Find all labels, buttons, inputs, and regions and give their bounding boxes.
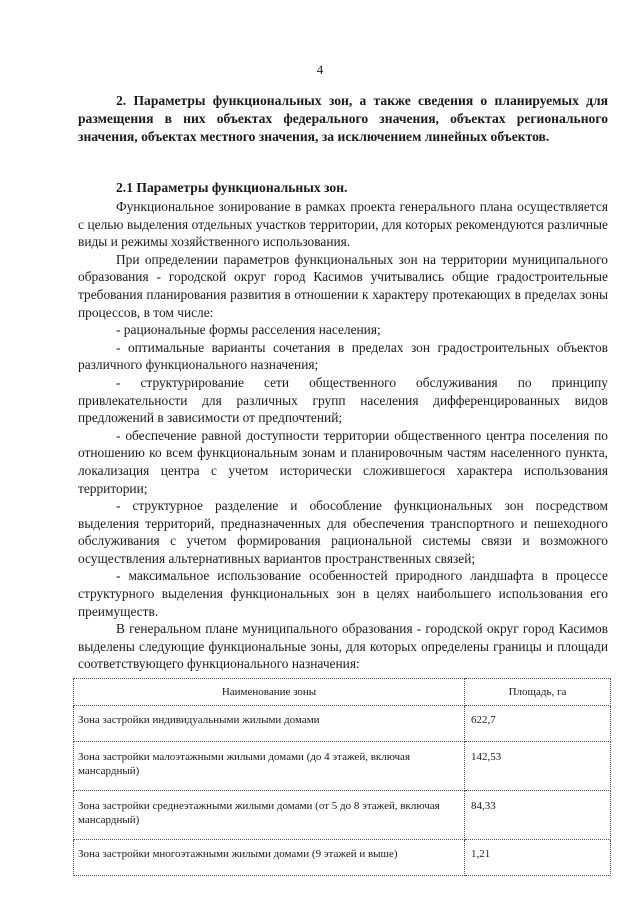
table-header-row xyxy=(74,679,611,706)
list-item-combination: - оптимальные варианты сочетания в пределах зон градостроительных объектов различного функционального назначения; xyxy=(78,339,608,373)
zone-name-cell: Зона застройки малоэтажными жилыми домами (до 4 этажей, включая мансардный) xyxy=(74,742,465,791)
subsection-title: 2.1 Параметры функциональных зон. xyxy=(116,180,348,195)
zone-name-cell: Зона застройки многоэтажными жилыми домами (9 этажей и выше) xyxy=(74,840,465,876)
list-item-landscape: - максимальное использование особенностей природного ландшафта в процессе структурного выделения функциональных зон в целях наибольшего использования его преимуществ. xyxy=(78,568,608,619)
body-text xyxy=(78,198,608,673)
paragraph-zones-intro: В генеральном плане муниципального образования - городской округ город Касимов выделены следующие функциональные зоны, для которых определены границы и площади соответствующего функционального назначения: xyxy=(78,621,608,672)
zone-area-cell: 142,53 xyxy=(465,742,611,791)
table-row xyxy=(74,742,611,791)
list-item-settlement: - рациональные формы расселения населения; xyxy=(116,322,381,338)
list-item-accessibility: - обеспечение равной доступности территории общественного центра поселения по отношению ко всем функциональным зонам и планировочным частям населенного пункта, локализация центра с учетом исторически сложившегося характера использования территории; xyxy=(78,427,608,496)
zone-name-cell: Зона застройки среднеэтажными жилыми домами (от 5 до 8 этажей, включая мансардный) xyxy=(74,791,465,840)
zone-area-cell: 84,33 xyxy=(465,791,611,840)
paragraph-zoning-purpose: Функциональное зонирование в рамках проекта генерального плана осуществляется с целью выделения отдельных участков территории, для которых рекомендуются различные виды и режимы хозяйственного использования. xyxy=(78,199,608,250)
page-number: 4 xyxy=(316,62,324,77)
zone-name-cell: Зона застройки индивидуальными жилыми домами xyxy=(74,706,465,742)
zone-area-cell: 622,7 xyxy=(465,706,611,742)
zones-table xyxy=(73,678,611,876)
section-title: 2. Параметры функциональных зон, а также сведения о планируемых для размещения в них объектах федерального значения, объектах регионального значения, объектах местного значения, за исключением линейных объектов. xyxy=(78,93,608,144)
table-row xyxy=(74,840,611,876)
zone-area-cell: 1,21 xyxy=(465,840,611,876)
list-item-service-network: - структурирование сети общественного обслуживания по принципу привлекательности для различных групп населения дифференцированных видов предложений в зависимости от предпочтений; xyxy=(78,374,608,426)
table-row xyxy=(74,706,611,742)
header-zone-name: Наименование зоны xyxy=(74,679,465,706)
table-row xyxy=(74,791,611,840)
paragraph-zone-parameters: При определении параметров функциональных зон на территории муниципального образования - городской округ город Касимов учитывались общие градостроительные требования планирования развития в отношении к характеру протекающих в пределах зоны процессов, в том числе: xyxy=(78,251,608,320)
list-item-separation: - структурное разделение и обособление функциональных зон посредством выделения территорий, предназначенных для обеспечения транспортного и пешеходного обслуживания с учетом формирования рациональной системы связи и возможного осуществления альтернативных вариантов пространственных связей; xyxy=(78,498,608,566)
header-area: Площадь, га xyxy=(465,679,611,706)
